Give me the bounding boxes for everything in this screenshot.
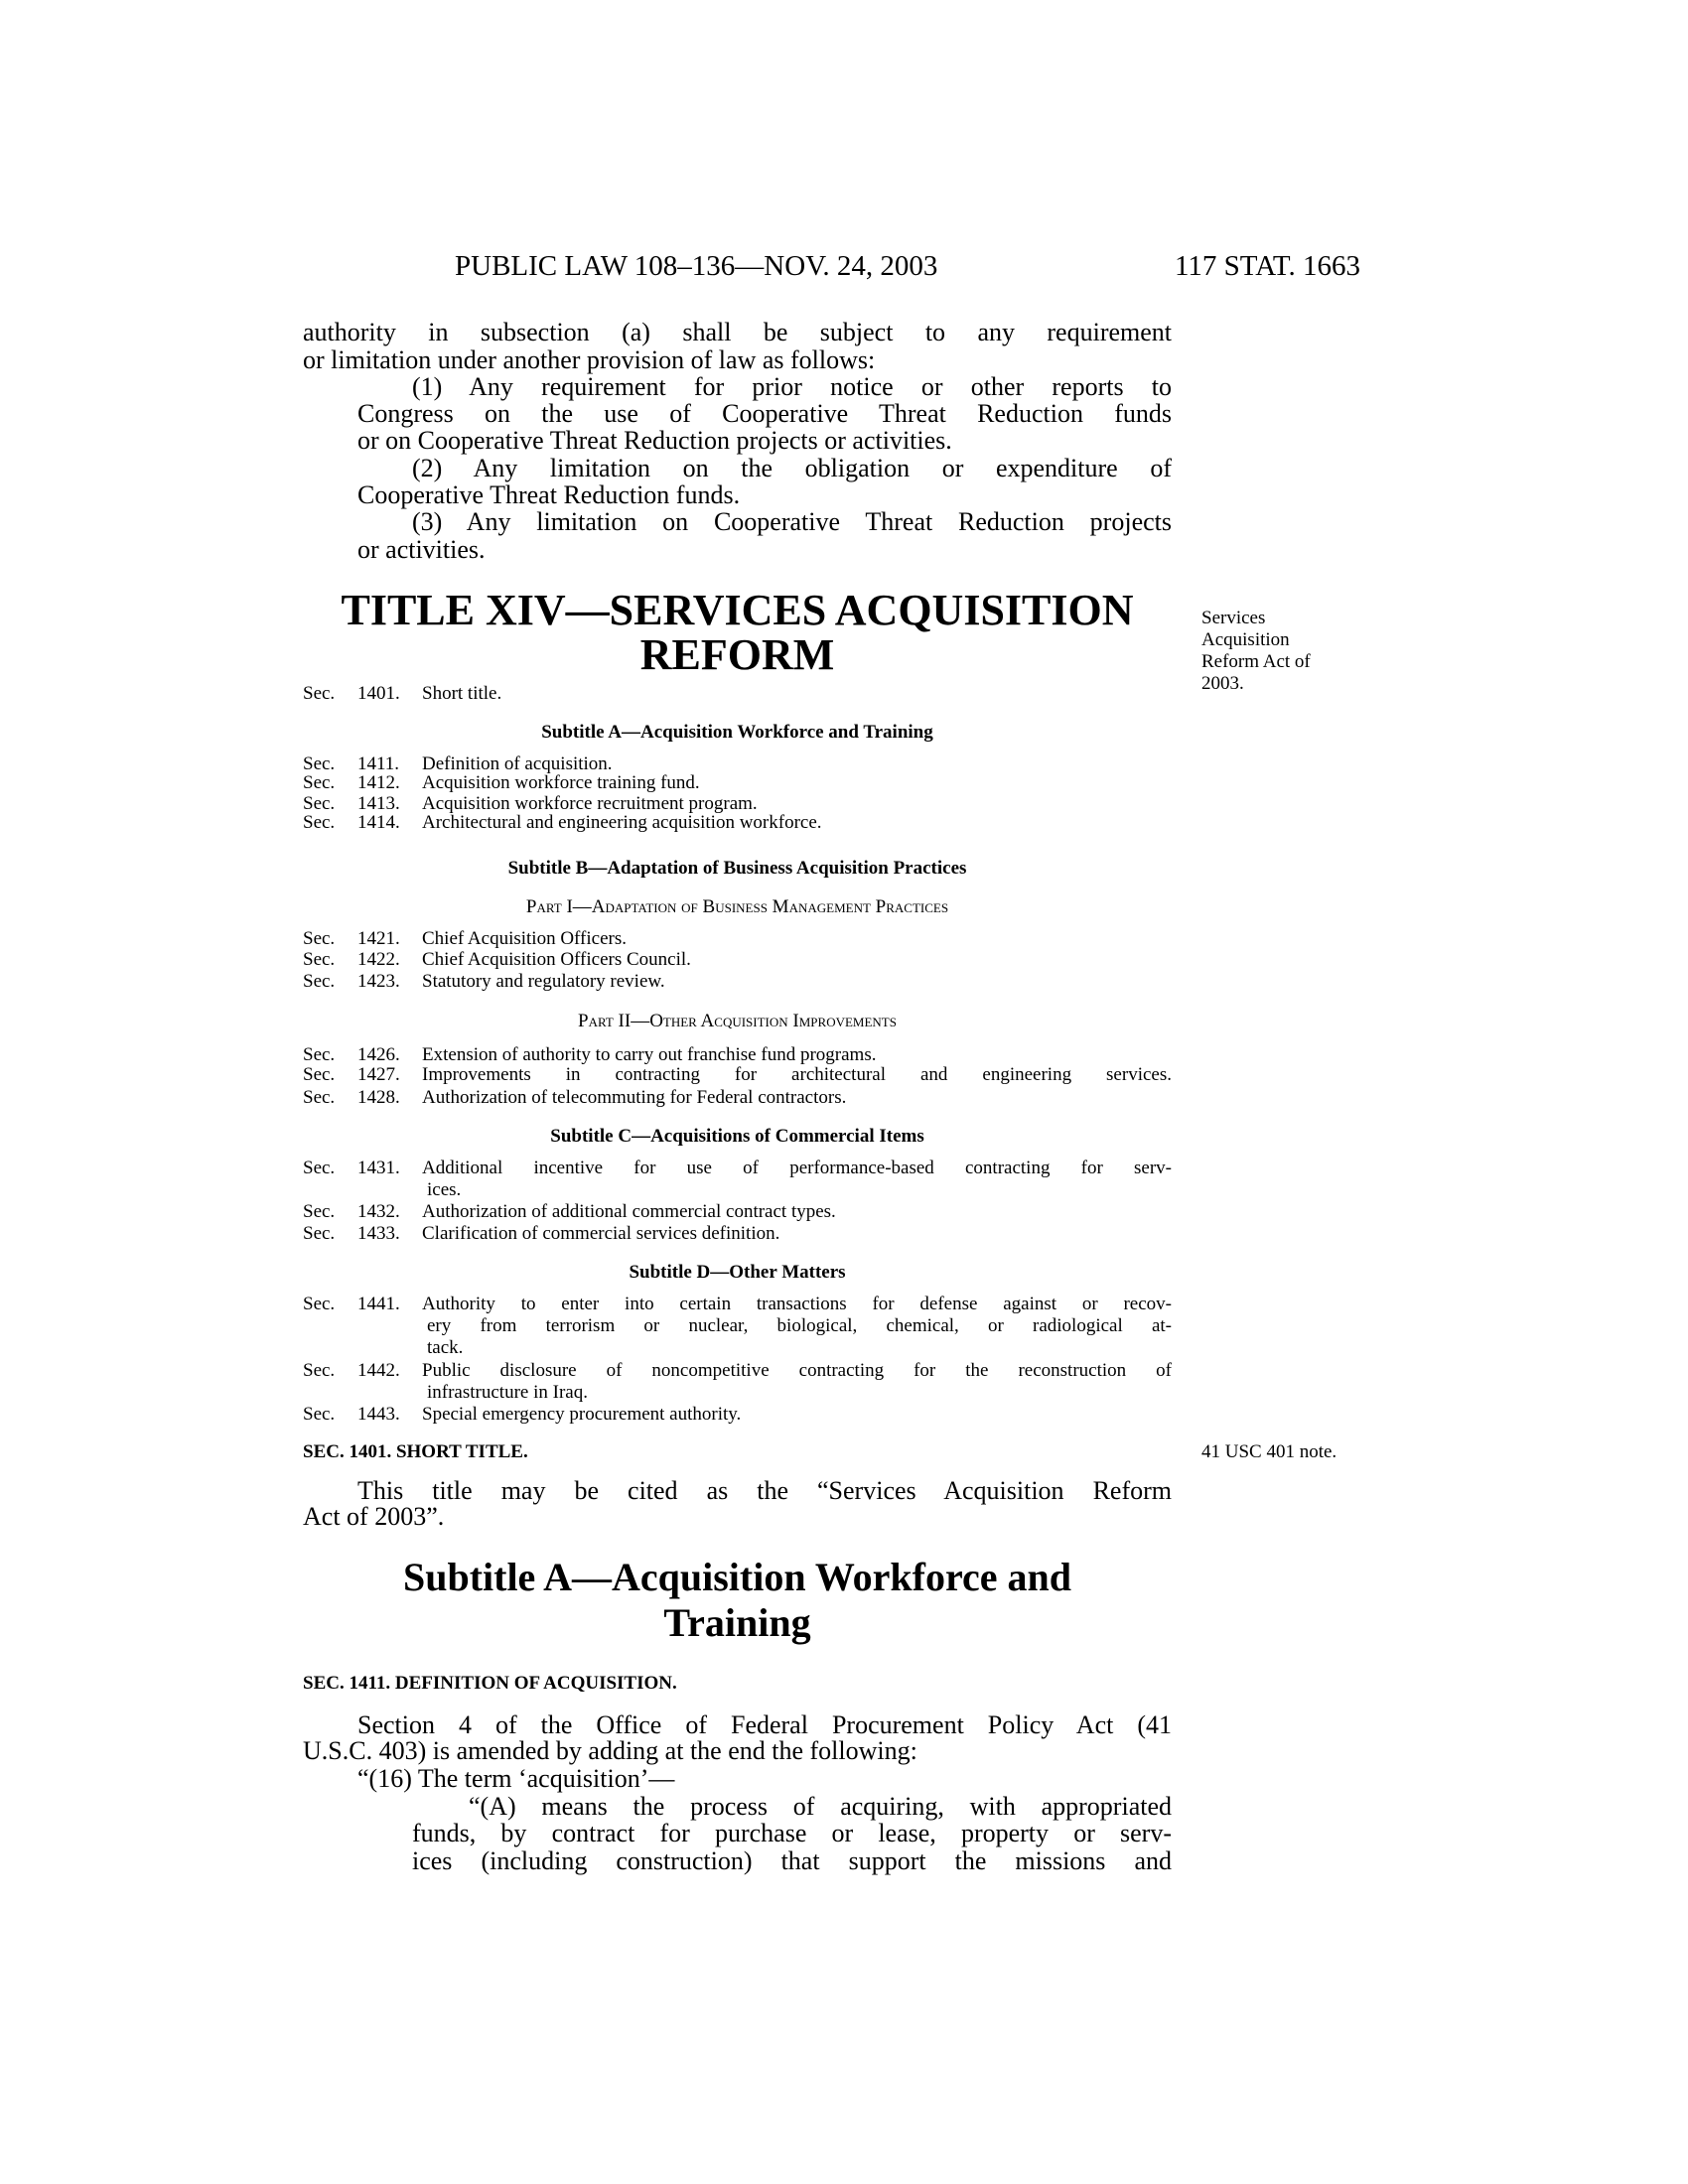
toc-sec-title-continued: infrastructure in Iraq. (427, 1382, 588, 1403)
title-heading: TITLE XIV—SERVICES ACQUISITION (341, 586, 1134, 634)
toc-sec-number: 1428. (357, 1087, 400, 1108)
toc-sec-number: 1413. (357, 793, 400, 814)
toc-subtitle-heading: Subtitle C—Acquisitions of Commercial Items (550, 1126, 924, 1147)
toc-sec-number: 1423. (357, 971, 400, 992)
toc-sec-title: Special emergency procurement authority. (422, 1404, 742, 1425)
toc-sec-label: Sec. (303, 793, 336, 814)
toc-sec-label: Sec. (303, 1158, 336, 1178)
toc-sec-label: Sec. (303, 753, 336, 774)
body-line: or activities. (357, 535, 486, 564)
body-line: funds, by contract for purchase or lease, property or serv- (412, 1819, 1172, 1847)
toc-sec-number: 1442. (357, 1360, 400, 1381)
toc-sec-title: Short title. (422, 683, 502, 704)
body-line: ices (including construction) that support the missions and (412, 1846, 1172, 1875)
toc-sec-title-continued: tack. (427, 1337, 464, 1358)
toc-sec-title: Architectural and engineering acquisition workforce. (422, 812, 822, 833)
body-line: U.S.C. 403) is amended by adding at the end the following: (303, 1736, 917, 1765)
toc-sec-title: Improvements in contracting for architectural and engineering services. (422, 1064, 1172, 1085)
toc-sec-number: 1441. (357, 1294, 400, 1314)
toc-sec-number: 1426. (357, 1044, 400, 1065)
toc-sec-label: Sec. (303, 1201, 336, 1222)
toc-part-heading: Part I—Adaptation of Business Management Practices (525, 896, 949, 917)
toc-sec-title: Public disclosure of noncompetitive contracting for the reconstruction of (422, 1360, 1172, 1381)
subtitle-heading: Subtitle A—Acquisition Workforce and (402, 1555, 1072, 1599)
toc-sec-title: Acquisition workforce training fund. (422, 772, 700, 793)
toc-sec-label: Sec. (303, 1044, 336, 1065)
toc-sec-number: 1432. (357, 1201, 400, 1222)
toc-sec-title: Authorization of telecommuting for Federal contractors. (422, 1087, 847, 1108)
body-line: (1) Any requirement for prior notice or other reports to (412, 372, 1172, 401)
toc-sec-number: 1422. (357, 949, 400, 970)
running-header-law: PUBLIC LAW 108–136—NOV. 24, 2003 (455, 250, 938, 282)
margin-note: Acquisition (1201, 629, 1290, 650)
toc-sec-label: Sec. (303, 949, 336, 970)
toc-sec-number: 1401. (357, 683, 400, 704)
body-line: Section 4 of the Office of Federal Procurement Policy Act (41 (357, 1710, 1172, 1739)
toc-sec-number: 1411. (357, 753, 400, 774)
toc-sec-title-continued: ices. (427, 1179, 462, 1200)
toc-subtitle-heading: Subtitle A—Acquisition Workforce and Training (541, 722, 933, 743)
section-heading: SEC. 1401. SHORT TITLE. (303, 1441, 528, 1462)
toc-sec-number: 1414. (357, 812, 400, 833)
toc-sec-label: Sec. (303, 1064, 336, 1085)
toc-sec-title: Additional incentive for use of performance-based contracting for serv- (422, 1158, 1172, 1178)
toc-sec-number: 1443. (357, 1404, 400, 1425)
body-line: authority in subsection (a) shall be subject to any requirement (303, 318, 1172, 346)
subtitle-heading: Training (663, 1600, 811, 1645)
toc-sec-number: 1433. (357, 1223, 400, 1244)
body-line: or on Cooperative Threat Reduction projects or activities. (357, 426, 952, 455)
toc-sec-title-continued: ery from terrorism or nuclear, biological, chemical, or radiological at- (427, 1315, 1172, 1336)
toc-sec-title: Clarification of commercial services definition. (422, 1223, 780, 1244)
toc-sec-label: Sec. (303, 812, 336, 833)
margin-note: 2003. (1201, 673, 1244, 694)
toc-sec-number: 1421. (357, 928, 400, 949)
toc-sec-title: Authority to enter into certain transactions for defense against or recov- (422, 1294, 1172, 1314)
toc-sec-number: 1412. (357, 772, 400, 793)
toc-sec-title: Acquisition workforce recruitment program. (422, 793, 758, 814)
toc-sec-label: Sec. (303, 1223, 336, 1244)
toc-sec-label: Sec. (303, 1404, 336, 1425)
toc-sec-number: 1427. (357, 1064, 400, 1085)
toc-subtitle-heading: Subtitle B—Adaptation of Business Acquisition Practices (507, 858, 967, 879)
body-line: This title may be cited as the “Services Acquisition Reform (357, 1476, 1172, 1505)
body-line: or limitation under another provision of law as follows: (303, 345, 876, 374)
body-line: Congress on the use of Cooperative Threat Reduction funds (357, 399, 1172, 428)
toc-sec-title: Extension of authority to carry out franchise fund programs. (422, 1044, 877, 1065)
body-line: Act of 2003”. (303, 1502, 445, 1531)
toc-sec-label: Sec. (303, 928, 336, 949)
toc-part-heading: Part II—Other Acquisition Improvements (578, 1011, 897, 1031)
body-line: (3) Any limitation on Cooperative Threat Reduction projects (412, 507, 1172, 536)
body-line: (2) Any limitation on the obligation or expenditure of (412, 454, 1172, 482)
running-header-stat-page: 117 STAT. 1663 (1175, 250, 1360, 282)
toc-sec-title: Chief Acquisition Officers Council. (422, 949, 691, 970)
margin-note: Reform Act of (1201, 651, 1311, 672)
toc-sec-number: 1431. (357, 1158, 400, 1178)
toc-sec-title: Definition of acquisition. (422, 753, 613, 774)
section-heading: SEC. 1411. DEFINITION OF ACQUISITION. (303, 1673, 677, 1694)
toc-sec-title: Statutory and regulatory review. (422, 971, 665, 992)
toc-sec-label: Sec. (303, 772, 336, 793)
toc-sec-label: Sec. (303, 971, 336, 992)
toc-sec-title: Authorization of additional commercial contract types. (422, 1201, 836, 1222)
title-heading: REFORM (639, 630, 835, 679)
toc-sec-label: Sec. (303, 683, 336, 704)
toc-sec-label: Sec. (303, 1360, 336, 1381)
toc-sec-title: Chief Acquisition Officers. (422, 928, 627, 949)
margin-note-usc: 41 USC 401 note. (1201, 1441, 1337, 1462)
body-line: Cooperative Threat Reduction funds. (357, 480, 741, 509)
toc-sec-label: Sec. (303, 1087, 336, 1108)
toc-sec-label: Sec. (303, 1294, 336, 1314)
toc-subtitle-heading: Subtitle D—Other Matters (629, 1262, 846, 1283)
body-line: “(A) means the process of acquiring, with appropriated (469, 1792, 1172, 1821)
margin-note: Services (1201, 608, 1266, 628)
body-line: “(16) The term ‘acquisition’— (357, 1764, 675, 1793)
